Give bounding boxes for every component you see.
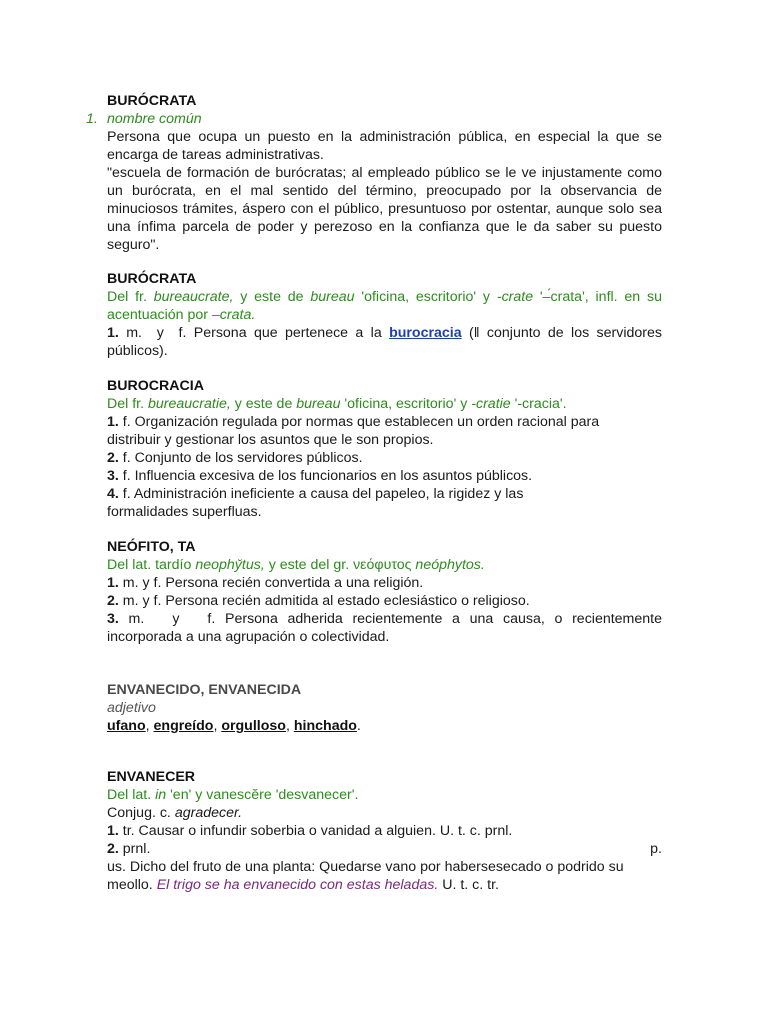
synonym-orgulloso[interactable]: orgulloso [221,718,286,734]
etym-text: y este del gr. [264,557,354,573]
definition [107,858,662,894]
etym-term: –crata. [211,307,256,323]
etym-term: bureau [310,289,355,305]
etym-term: neophy̆tus, [195,557,265,573]
def-number: 4. [107,486,119,502]
conjugation-note [107,804,662,822]
usage-example: El trigo se ha envanecido con estas heladas. [156,877,439,893]
def-text: f. Administración ineficiente a causa del papeleo, la rigidez y las formalidades superfluas. [107,486,524,520]
entry-envanecer [107,768,662,894]
etym-term: -crate [496,289,534,305]
etymology [107,288,662,324]
definition-line [107,840,662,858]
definition [107,485,577,521]
etym-text: '–́crata', infl. en su acentuación por [107,289,662,323]
etym-text: Del fr. [107,289,154,305]
etym-term: neóphytos. [411,557,485,573]
abbr: y [156,325,164,341]
sense-number: 1. [86,111,98,127]
definition-start [107,840,150,858]
etym-term: bureaucrate, [153,289,234,305]
etym-term: -cratie [471,396,511,412]
etymology [107,395,662,413]
definition [107,449,662,467]
etym-text: 'desvanecer'. [271,787,359,803]
def-text: (ǁ conjunto de los servidores públicos). [107,325,662,359]
def-text: m. y f. Persona recién convertida a una religión. [118,575,424,591]
definition [107,467,662,485]
etym-term: vanescĕre [206,787,272,803]
def-number: 2. [107,450,119,466]
synonym-hinchado[interactable]: hinchado [293,718,357,734]
etym-text: Del fr. [107,396,148,412]
def-text: prnl. [118,841,151,857]
def-number: 1. [107,823,119,839]
usage-example: "escuela de formación de burócratas; al empleado público se le ve injustamente como un burócrata, en el mal sentido del término, preocupado por la observancia de minuciosos trámites, áspero con el público, presuntuoso por ostentar, aunque solo sea una ínfima parcela de poder y perezoso en la confianza que le da saber su puesto seguro". [107,165,662,253]
entry-burocracia [107,377,662,521]
etym-text: 'en' y [166,787,207,803]
def-text: f. Influencia excesiva de los funcionarios en los asuntos públicos. [118,468,533,484]
abbr: m. [128,611,145,627]
conj-text: Conjug. c. [107,805,175,821]
headword: ENVANECER [107,769,196,785]
def-text: m. y f. Persona recién admitida al estado eclesiástico o religioso. [118,593,530,609]
part-of-speech: nombre común [107,111,202,127]
def-text: f. Persona que pertenece a la [178,325,390,341]
separator: , [145,718,154,734]
headword: NEÓFITO, TA [107,539,196,555]
separator: , [213,718,222,734]
def-number: 2. [107,593,119,609]
def-text: f. Organización regulada por normas que establecen un orden racional para distribuir y gestionar los asuntos que le son propios. [107,414,600,448]
def-number: 1. [107,325,119,341]
def-text: tr. Causar o infundir soberbia o vanidad a alguien. U. t. c. prnl. [118,823,513,839]
etymology [107,556,662,574]
def-number: 1. [107,575,119,591]
entry-burocrata-2 [107,270,662,360]
separator: . [356,718,361,734]
definition [107,610,662,646]
abbr: m. [126,325,142,341]
definition [107,822,662,840]
synonym-engreido[interactable]: engreído [153,718,214,734]
etym-text: 'oficina, escritorio' y [354,289,497,305]
etymology [107,786,662,804]
part-of-speech: adjetivo [107,700,156,716]
def-number: 2. [107,841,119,857]
def-number: 3. [107,611,119,627]
etym-term: bureau [296,396,341,412]
def-text: us. Dicho del fruto de una planta: Quedarse vano por habersesecado o podrido su meollo. [107,859,624,893]
etym-text: Del lat. [107,787,156,803]
entry-neofito [107,538,662,646]
etym-text: y este de [230,396,297,412]
etym-text: 'oficina, escritorio' y [340,396,472,412]
conj-verb: agradecer. [174,805,243,821]
etym-term: bureaucratie, [148,396,231,412]
definition: Persona que ocupa un puesto en la administración pública, en especial la que se encarga de tareas administrativas. [107,129,662,163]
etym-term: in [155,787,167,803]
etym-text: y este de [233,289,311,305]
definition [107,413,627,449]
headword: ENVANECIDO, ENVANECIDA [107,682,302,698]
definition [107,574,662,592]
headword: BUROCRACIA [107,378,204,394]
def-number: 1. [107,414,119,430]
etym-text: '-cracia'. [510,396,567,412]
etym-greek: νεόφυτος [353,557,412,573]
def-text: f. Persona adherida recientemente a una causa, o recientemente incorporada a una agrupación o colectividad. [107,611,662,645]
def-number: 3. [107,468,119,484]
separator: , [285,718,294,734]
burocracia-link[interactable]: burocracia [389,325,462,341]
etym-text: Del lat. tardío [107,557,196,573]
entry-burocrata-1 [107,92,662,254]
abbr: y [172,611,180,627]
def-text: U. t. c. tr. [438,877,499,893]
entry-envanecido [107,681,662,735]
def-text: p. [650,841,662,857]
headword: BURÓCRATA [107,93,197,109]
definition [107,324,662,360]
def-text: f. Conjunto de los servidores públicos. [118,450,363,466]
definition [107,592,662,610]
headword: BURÓCRATA [107,271,197,287]
synonym-ufano[interactable]: ufano [107,718,146,734]
synonyms [107,717,662,735]
